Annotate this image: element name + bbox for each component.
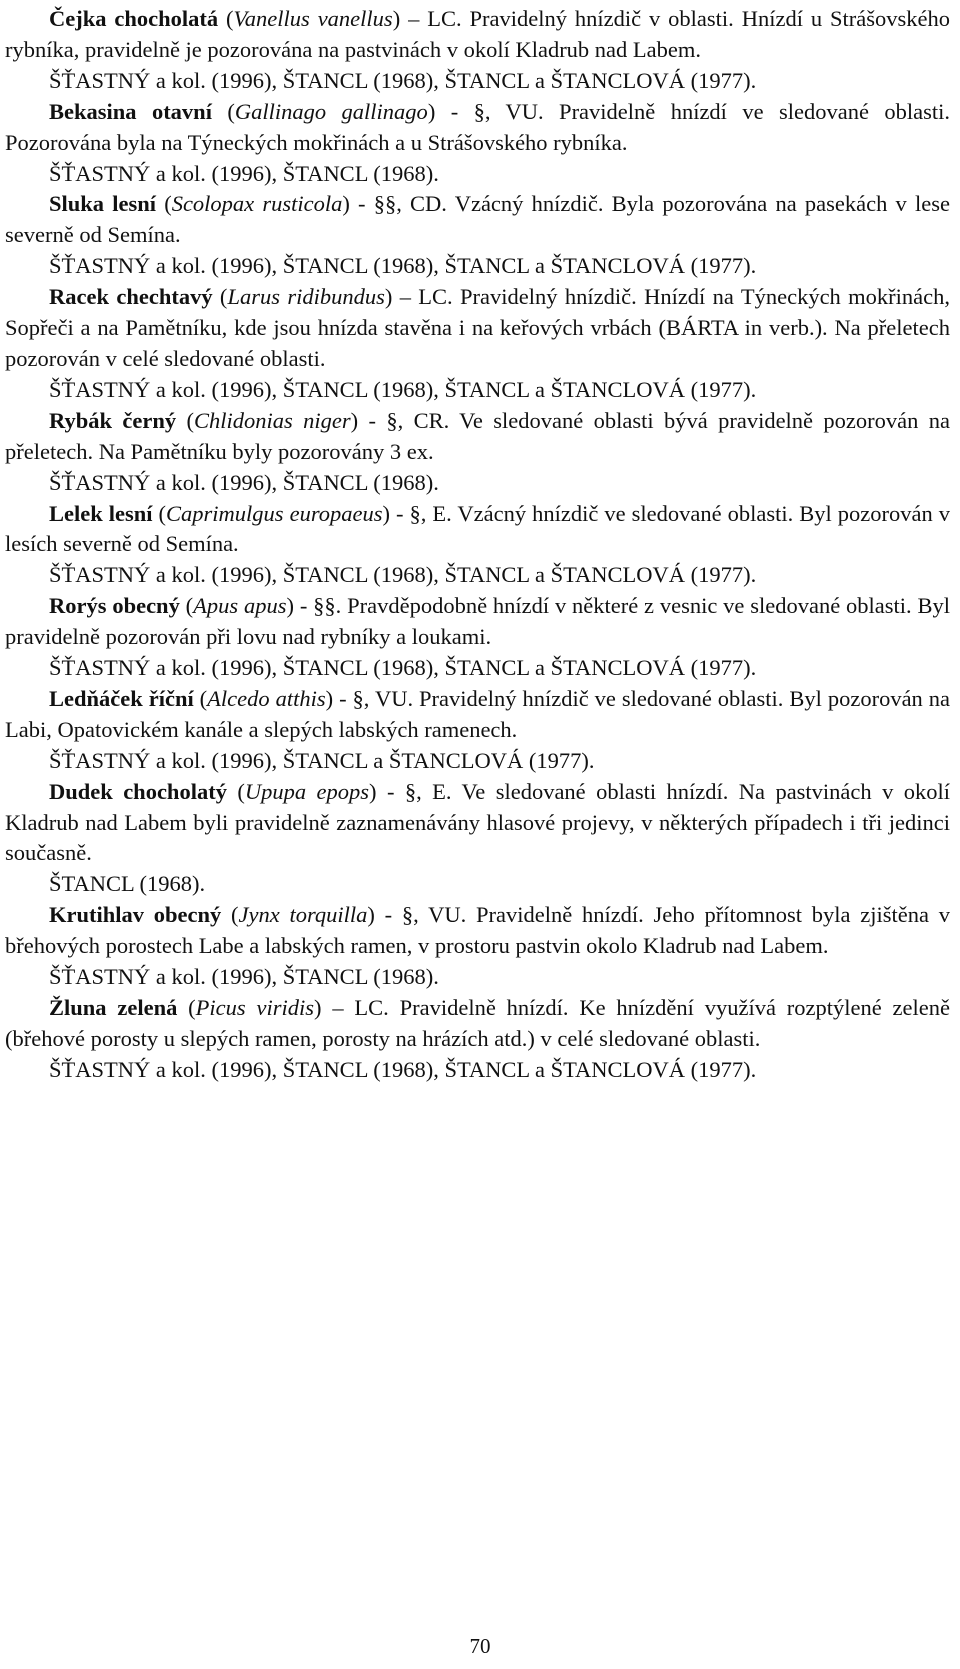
species-name: Rybák černý [49,407,177,433]
species-entry [5,4,950,97]
species-entry [5,97,950,190]
species-latin-name: Jynx torquilla [238,902,368,928]
species-name: Čejka chocholatá [49,6,219,31]
species-text: ) - §, E. Vzácný hnízdič ve sledované oblasti. Byl pozorován v lesích severně od Semína. [5,500,951,557]
species-entry [5,282,950,406]
species-list [5,4,950,1086]
species-references: ŠŤASTNÝ a kol. (1996), ŠTANCL (1968), ŠTANCL a ŠTANCLOVÁ (1977). [49,67,757,93]
species-references: ŠŤASTNÝ a kol. (1996), ŠTANCL a ŠTANCLOVÁ (1977). [49,747,595,773]
species-entry [5,591,950,684]
species-entry [5,684,950,777]
species-references: ŠŤASTNÝ a kol. (1996), ŠTANCL (1968), ŠTANCL a ŠTANCLOVÁ (1977). [49,376,757,402]
species-name: Krutihlav obecný [49,902,222,928]
species-text: ) – LC. Pravidelný hnízdič. Hnízdí na Týneckých mokřinách, Sopřeči a na Pamětníku, kde jsou hnízda stavěna i na keřových vrbách (BÁRTA in verb.). Na přeletech pozorován v celé sledované oblasti. [5,284,951,371]
species-name: Bekasina otavní [49,98,212,124]
species-text: ) – LC. Pravidelný hnízdič v oblasti. Hnízdí u Strášovského rybníka, pravidelně je pozorována na pastvinách v okolí Kladrub nad Labem. [5,6,950,62]
species-references: ŠŤASTNÝ a kol. (1996), ŠTANCL (1968), ŠTANCL a ŠTANCLOVÁ (1977). [49,253,757,279]
species-description: Racek chechtavý (Larus ridibundus) – LC. Pravidelný hnízdič. Hnízdí na Týneckých mokřinách, Sopřeči a na Pamětníku, kde jsou hnízda stavěna i na keřových vrbách (BÁRTA in verb.). Na přeletech pozorován v celé sledované oblasti. [5,284,951,371]
species-references: ŠTANCL (1968). [49,871,206,897]
species-latin-name: Picus viridis [195,995,314,1020]
species-name: Ledňáček říční [49,685,194,711]
species-references: ŠŤASTNÝ a kol. (1996), ŠTANCL (1968). [49,469,439,495]
species-name: Sluka lesní [49,191,156,217]
species-latin-name: Chlidonias niger [193,407,351,433]
species-description: Sluka lesní (Scolopax rusticola) - §§, CD. Vzácný hnízdič. Byla pozorována na pasekách v lese severně od Semína. [5,191,950,248]
species-text: ) – LC. Pravidelně hnízdí. Ke hnízdění využívá rozptýlené zeleně (břehové porosty u slepých ramen, porosty na hrázích atd.) v celé sledované oblasti. [5,995,950,1051]
species-name: Rorýs obecný [49,593,180,619]
species-references: ŠŤASTNÝ a kol. (1996), ŠTANCL (1968). [49,964,439,990]
species-latin-name: Apus apus [193,593,287,619]
species-text: ) - §, VU. Pravidelný hnízdič ve sledované oblasti. Byl pozorován na Labi, Opatovickém kanále a slepých labských ramenech. [5,685,951,742]
species-description: Žluna zelená (Picus viridis) – LC. Pravidelně hnízdí. Ke hnízdění využívá rozptýlené zeleně (břehové porosty u slepých ramen, porosty na hrázích atd.) v celé sledované oblasti. [5,995,950,1051]
species-description: Rybák černý (Chlidonias niger) - §, CR. Ve sledované oblasti bývá pravidelně pozorován na přeletech. Na Pamětníku byly pozorovány 3 ex. [5,407,950,464]
species-entry [5,993,950,1086]
species-text: ) - §§. Pravděpodobně hnízdí v některé z vesnic ve sledované oblasti. Byl pravidelně pozorován při lovu nad rybníky a loukami. [5,593,950,650]
species-name: Racek chechtavý [49,284,213,310]
species-description: Čejka chocholatá (Vanellus vanellus) – LC. Pravidelný hnízdič v oblasti. Hnízdí u Strášovského rybníka, pravidelně je pozorována na pastvinách v okolí Kladrub nad Labem. [5,6,950,62]
species-entry [5,189,950,282]
species-references: ŠŤASTNÝ a kol. (1996), ŠTANCL (1968), ŠTANCL a ŠTANCLOVÁ (1977). [49,562,757,588]
species-latin-name: Gallinago gallinago [234,98,428,124]
species-description: Ledňáček říční (Alcedo atthis) - §, VU. Pravidelný hnízdič ve sledované oblasti. Byl pozorován na Labi, Opatovickém kanále a slepých labských ramenech. [5,685,951,742]
species-text: ) - §, VU. Pravidelně hnízdí. Jeho přítomnost byla zjištěna v břehových porostech Labe a labských ramen, v prostoru pastvin okolo Kladrub nad Labem. [5,902,950,959]
species-latin-name: Alcedo atthis [207,685,326,711]
species-name: Žluna zelená [49,995,178,1020]
species-latin-name: Vanellus vanellus [233,6,393,31]
species-latin-name: Larus ridibundus [227,284,385,310]
species-text: ) - §, CR. Ve sledované oblasti bývá pravidelně pozorován na přeletech. Na Pamětníku byly pozorovány 3 ex. [5,407,950,464]
species-name: Lelek lesní [49,500,153,526]
species-references: ŠŤASTNÝ a kol. (1996), ŠTANCL (1968), ŠTANCL a ŠTANCLOVÁ (1977). [49,1056,757,1082]
species-entry [5,900,950,993]
species-text: ) - §§, CD. Vzácný hnízdič. Byla pozorována na pasekách v lese severně od Semína. [5,191,950,248]
page-number: 70 [469,1634,491,1658]
species-latin-name: Caprimulgus europaeus [166,500,383,526]
species-references: ŠŤASTNÝ a kol. (1996), ŠTANCL (1968), ŠTANCL a ŠTANCLOVÁ (1977). [49,655,757,681]
species-description: Bekasina otavní (Gallinago gallinago) - §, VU. Pravidelně hnízdí ve sledované oblasti. Pozorována byla na Týneckých mokřinách a u Strášovského rybníka. [5,98,951,155]
species-latin-name: Scolopax rusticola [171,191,343,217]
species-entry [5,777,950,901]
species-description: Rorýs obecný (Apus apus) - §§. Pravděpodobně hnízdí v některé z vesnic ve sledované oblasti. Byl pravidelně pozorován při lovu nad rybníky a loukami. [5,593,950,650]
species-text: ) - §, E. Ve sledované oblasti hnízdí. Na pastvinách v okolí Kladrub nad Labem byli pravidelně zaznamenávány hlasové projevy, v některých případech i tři jedinci současně. [5,778,950,866]
species-entry [5,406,950,499]
species-entry [5,499,950,592]
species-text: ) - §, VU. Pravidelně hnízdí ve sledované oblasti. Pozorována byla na Týneckých mokřinách a u Strášovského rybníka. [5,98,951,155]
species-description: Dudek chocholatý (Upupa epops) - §, E. Ve sledované oblasti hnízdí. Na pastvinách v okolí Kladrub nad Labem byli pravidelně zaznamenávány hlasové projevy, v některých případech i tři jedinci současně. [5,778,950,866]
species-latin-name: Upupa epops [244,778,370,804]
species-references: ŠŤASTNÝ a kol. (1996), ŠTANCL (1968). [49,160,439,186]
species-description: Krutihlav obecný (Jynx torquilla) - §, VU. Pravidelně hnízdí. Jeho přítomnost byla zjištěna v břehových porostech Labe a labských ramen, v prostoru pastvin okolo Kladrub nad Labem. [5,902,950,959]
species-description: Lelek lesní (Caprimulgus europaeus) - §, E. Vzácný hnízdič ve sledované oblasti. Byl pozorován v lesích severně od Semína. [5,500,951,557]
species-name: Dudek chocholatý [49,778,227,804]
